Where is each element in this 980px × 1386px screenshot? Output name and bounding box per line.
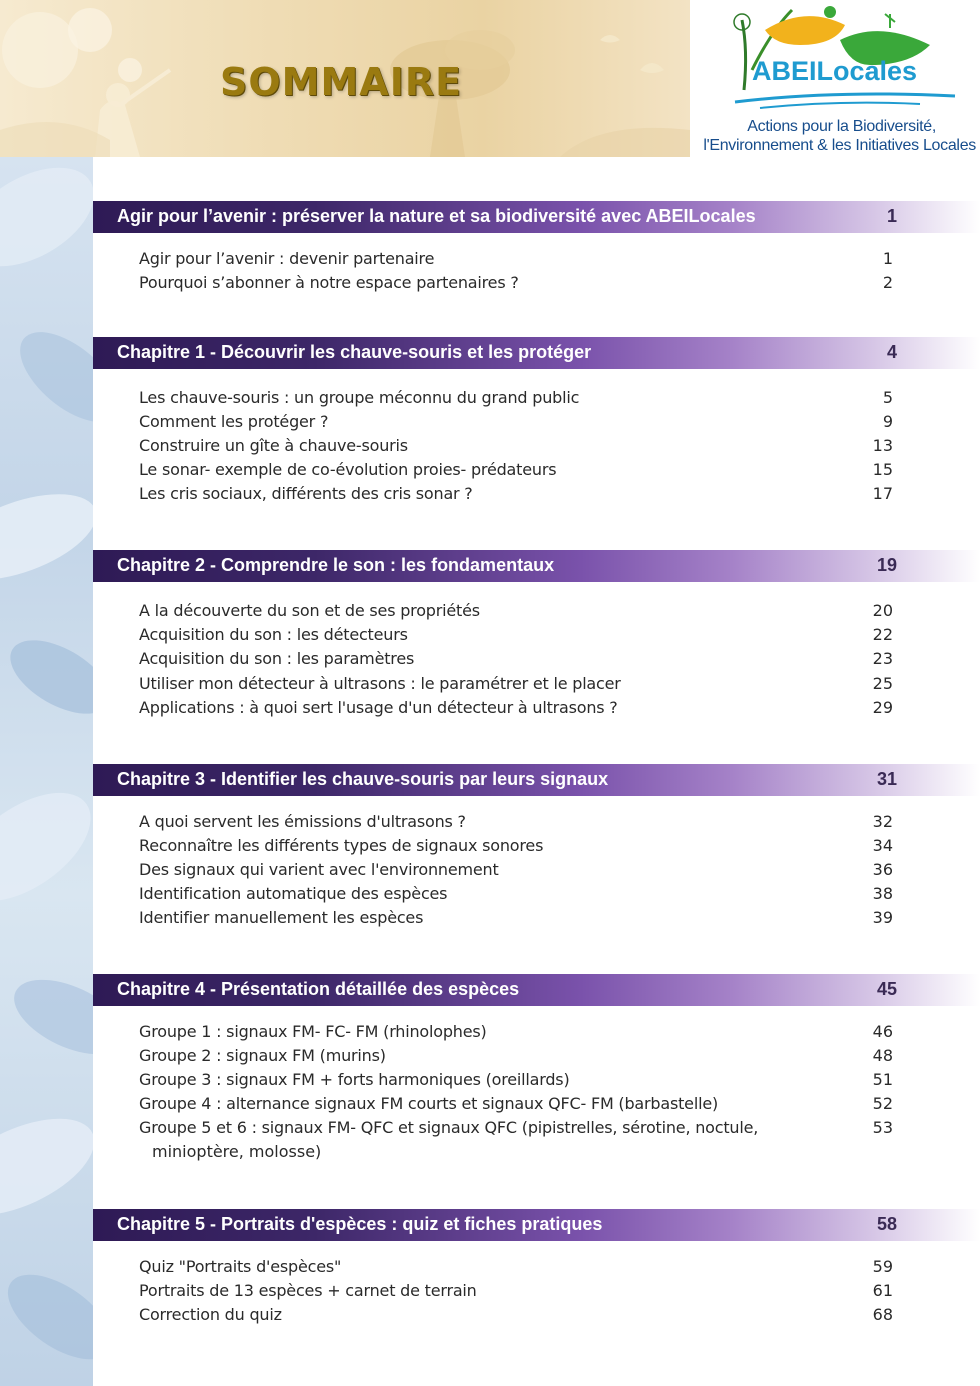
toc-entry-text: Groupe 4 : alternance signaux FM courts et signaux QFC- FM (barbastelle) <box>139 1094 719 1113</box>
section-header <box>93 1209 980 1241</box>
toc-entry-text: Utiliser mon détecteur à ultrasons : le paramétrer et le placer <box>139 674 621 693</box>
toc-entry <box>139 1255 899 1279</box>
toc-entry-text: Les cris sociaux, différents des cris sonar ? <box>139 484 473 503</box>
toc-entry <box>139 1044 899 1068</box>
toc-entry-text: Applications : à quoi sert l'usage d'un détecteur à ultrasons ? <box>139 698 618 717</box>
toc-entry <box>139 482 899 506</box>
section-title: Chapitre 3 - Identifier les chauve-souris par leurs signaux <box>117 769 609 789</box>
toc-entry-page: 61 <box>872 1281 893 1300</box>
toc-entry <box>139 647 899 671</box>
section-title: Chapitre 4 - Présentation détaillée des espèces <box>117 979 520 999</box>
toc-entry-text: Quiz "Portraits d'espèces" <box>139 1257 342 1276</box>
toc-entry-page: 22 <box>872 625 893 644</box>
section-header <box>93 550 980 582</box>
toc-entry-page: 53 <box>872 1118 893 1137</box>
toc-entry-page: 25 <box>872 674 893 693</box>
section-page-number: 19 <box>876 555 897 575</box>
page-title: SOMMAIRE <box>220 60 463 104</box>
toc-entry-text-continued: minioptère, molosse) <box>152 1142 322 1161</box>
toc-entry-text: Groupe 3 : signaux FM + forts harmoniques (oreillards) <box>139 1070 570 1089</box>
toc-entry-page: 36 <box>872 860 893 879</box>
toc-entry <box>139 271 899 295</box>
toc-entry <box>139 906 899 930</box>
toc-entry-text: Des signaux qui varient avec l'environnement <box>139 860 499 879</box>
toc-entry-page: 29 <box>872 698 893 717</box>
section-page-number: 31 <box>876 769 897 789</box>
toc-entry-text: Identifier manuellement les espèces <box>139 908 424 927</box>
toc-entry-page: 5 <box>882 388 893 407</box>
toc-entry-page: 59 <box>872 1257 893 1276</box>
toc-entry <box>139 882 899 906</box>
toc-entry-text: Le sonar- exemple de co-évolution proies- prédateurs <box>139 460 557 479</box>
section-page-number: 1 <box>886 206 897 226</box>
toc-entry-page: 51 <box>872 1070 893 1089</box>
toc-entry-page: 46 <box>872 1022 893 1041</box>
toc-entry-page: 13 <box>872 436 893 455</box>
toc-entry-text: Reconnaître les différents types de signaux sonores <box>139 836 544 855</box>
section-header <box>93 201 980 233</box>
section-title: Chapitre 5 - Portraits d'espèces : quiz et fiches pratiques <box>117 1214 603 1234</box>
toc-entry <box>139 1020 899 1044</box>
header-banner <box>0 0 690 157</box>
toc-entry-page: 15 <box>872 460 893 479</box>
section-header <box>93 764 980 796</box>
toc-entry <box>139 434 899 458</box>
toc-entry-text: Les chauve-souris : un groupe méconnu du grand public <box>139 388 580 407</box>
toc-entry <box>139 410 899 434</box>
toc-entry-text: Groupe 1 : signaux FM- FC- FM (rhinolophes) <box>139 1022 487 1041</box>
toc-entry-page: 34 <box>872 836 893 855</box>
toc-entry-text: A quoi servent les émissions d'ultrasons ? <box>139 812 466 831</box>
toc-entry-page: 38 <box>872 884 893 903</box>
toc-entry <box>139 1116 899 1164</box>
toc-entry-text: Portraits de 13 espèces + carnet de terrain <box>139 1281 477 1300</box>
toc-entry <box>139 458 899 482</box>
toc-entry-page: 39 <box>872 908 893 927</box>
toc-entry <box>139 1092 899 1116</box>
toc-entry-page: 1 <box>882 249 893 268</box>
section-title: Chapitre 1 - Découvrir les chauve-souris et les protéger <box>117 342 592 362</box>
section-page-number: 45 <box>876 979 897 999</box>
left-decorative-strip <box>0 157 93 1386</box>
toc-entry <box>139 1303 899 1327</box>
logo-tagline: Actions pour la Biodiversité, <box>747 118 936 135</box>
toc-entry-text: Comment les protéger ? <box>139 412 329 431</box>
toc-entry-page: 48 <box>872 1046 893 1065</box>
toc-entry <box>139 672 899 696</box>
toc-entry-page: 17 <box>872 484 893 503</box>
section-page-number: 4 <box>886 342 897 362</box>
toc-entry <box>139 858 899 882</box>
logo-name: ABEILocales <box>752 56 918 86</box>
toc-entry <box>139 1279 899 1303</box>
toc-entry-text: Agir pour l’avenir : devenir partenaire <box>139 249 435 268</box>
toc-entry-text: Acquisition du son : les paramètres <box>139 649 415 668</box>
toc-entry-page: 2 <box>882 273 893 292</box>
logo-tagline: l'Environnement & les Initiatives Locales <box>703 137 976 154</box>
toc-entry-text: Groupe 2 : signaux FM (murins) <box>139 1046 386 1065</box>
toc-entry <box>139 599 899 623</box>
toc-entry <box>139 834 899 858</box>
section-title: Chapitre 2 - Comprendre le son : les fondamentaux <box>117 555 555 575</box>
toc-entry-page: 20 <box>872 601 893 620</box>
section-header <box>93 974 980 1006</box>
toc-entry-page: 9 <box>882 412 893 431</box>
section-title: Agir pour l’avenir : préserver la nature et sa biodiversité avec ABEILocales <box>117 206 756 226</box>
toc-entry-page: 68 <box>872 1305 893 1324</box>
toc-entry <box>139 623 899 647</box>
toc-entry <box>139 247 899 271</box>
toc-entry-text: Acquisition du son : les détecteurs <box>139 625 408 644</box>
toc-entry-page: 23 <box>872 649 893 668</box>
toc-entry <box>139 386 899 410</box>
toc-entry-page: 32 <box>872 812 893 831</box>
toc-entry <box>139 1068 899 1092</box>
toc-entry-text: Identification automatique des espèces <box>139 884 448 903</box>
toc-entry-text: A la découverte du son et de ses propriétés <box>139 601 480 620</box>
section-header <box>93 337 980 369</box>
toc-entry-text: Pourquoi s’abonner à notre espace partenaires ? <box>139 273 519 292</box>
toc-entry-text: Groupe 5 et 6 : signaux FM- QFC et signaux QFC (pipistrelles, sérotine, noctule, <box>139 1118 759 1137</box>
toc-entry-page: 52 <box>872 1094 893 1113</box>
section-page-number: 58 <box>876 1214 897 1234</box>
toc-entry-text: Construire un gîte à chauve-souris <box>139 436 408 455</box>
toc-entry <box>139 696 899 720</box>
toc-entry <box>139 810 899 834</box>
leaf-pattern-illustration <box>0 157 93 1386</box>
toc-entry-text: Correction du quiz <box>139 1305 282 1324</box>
